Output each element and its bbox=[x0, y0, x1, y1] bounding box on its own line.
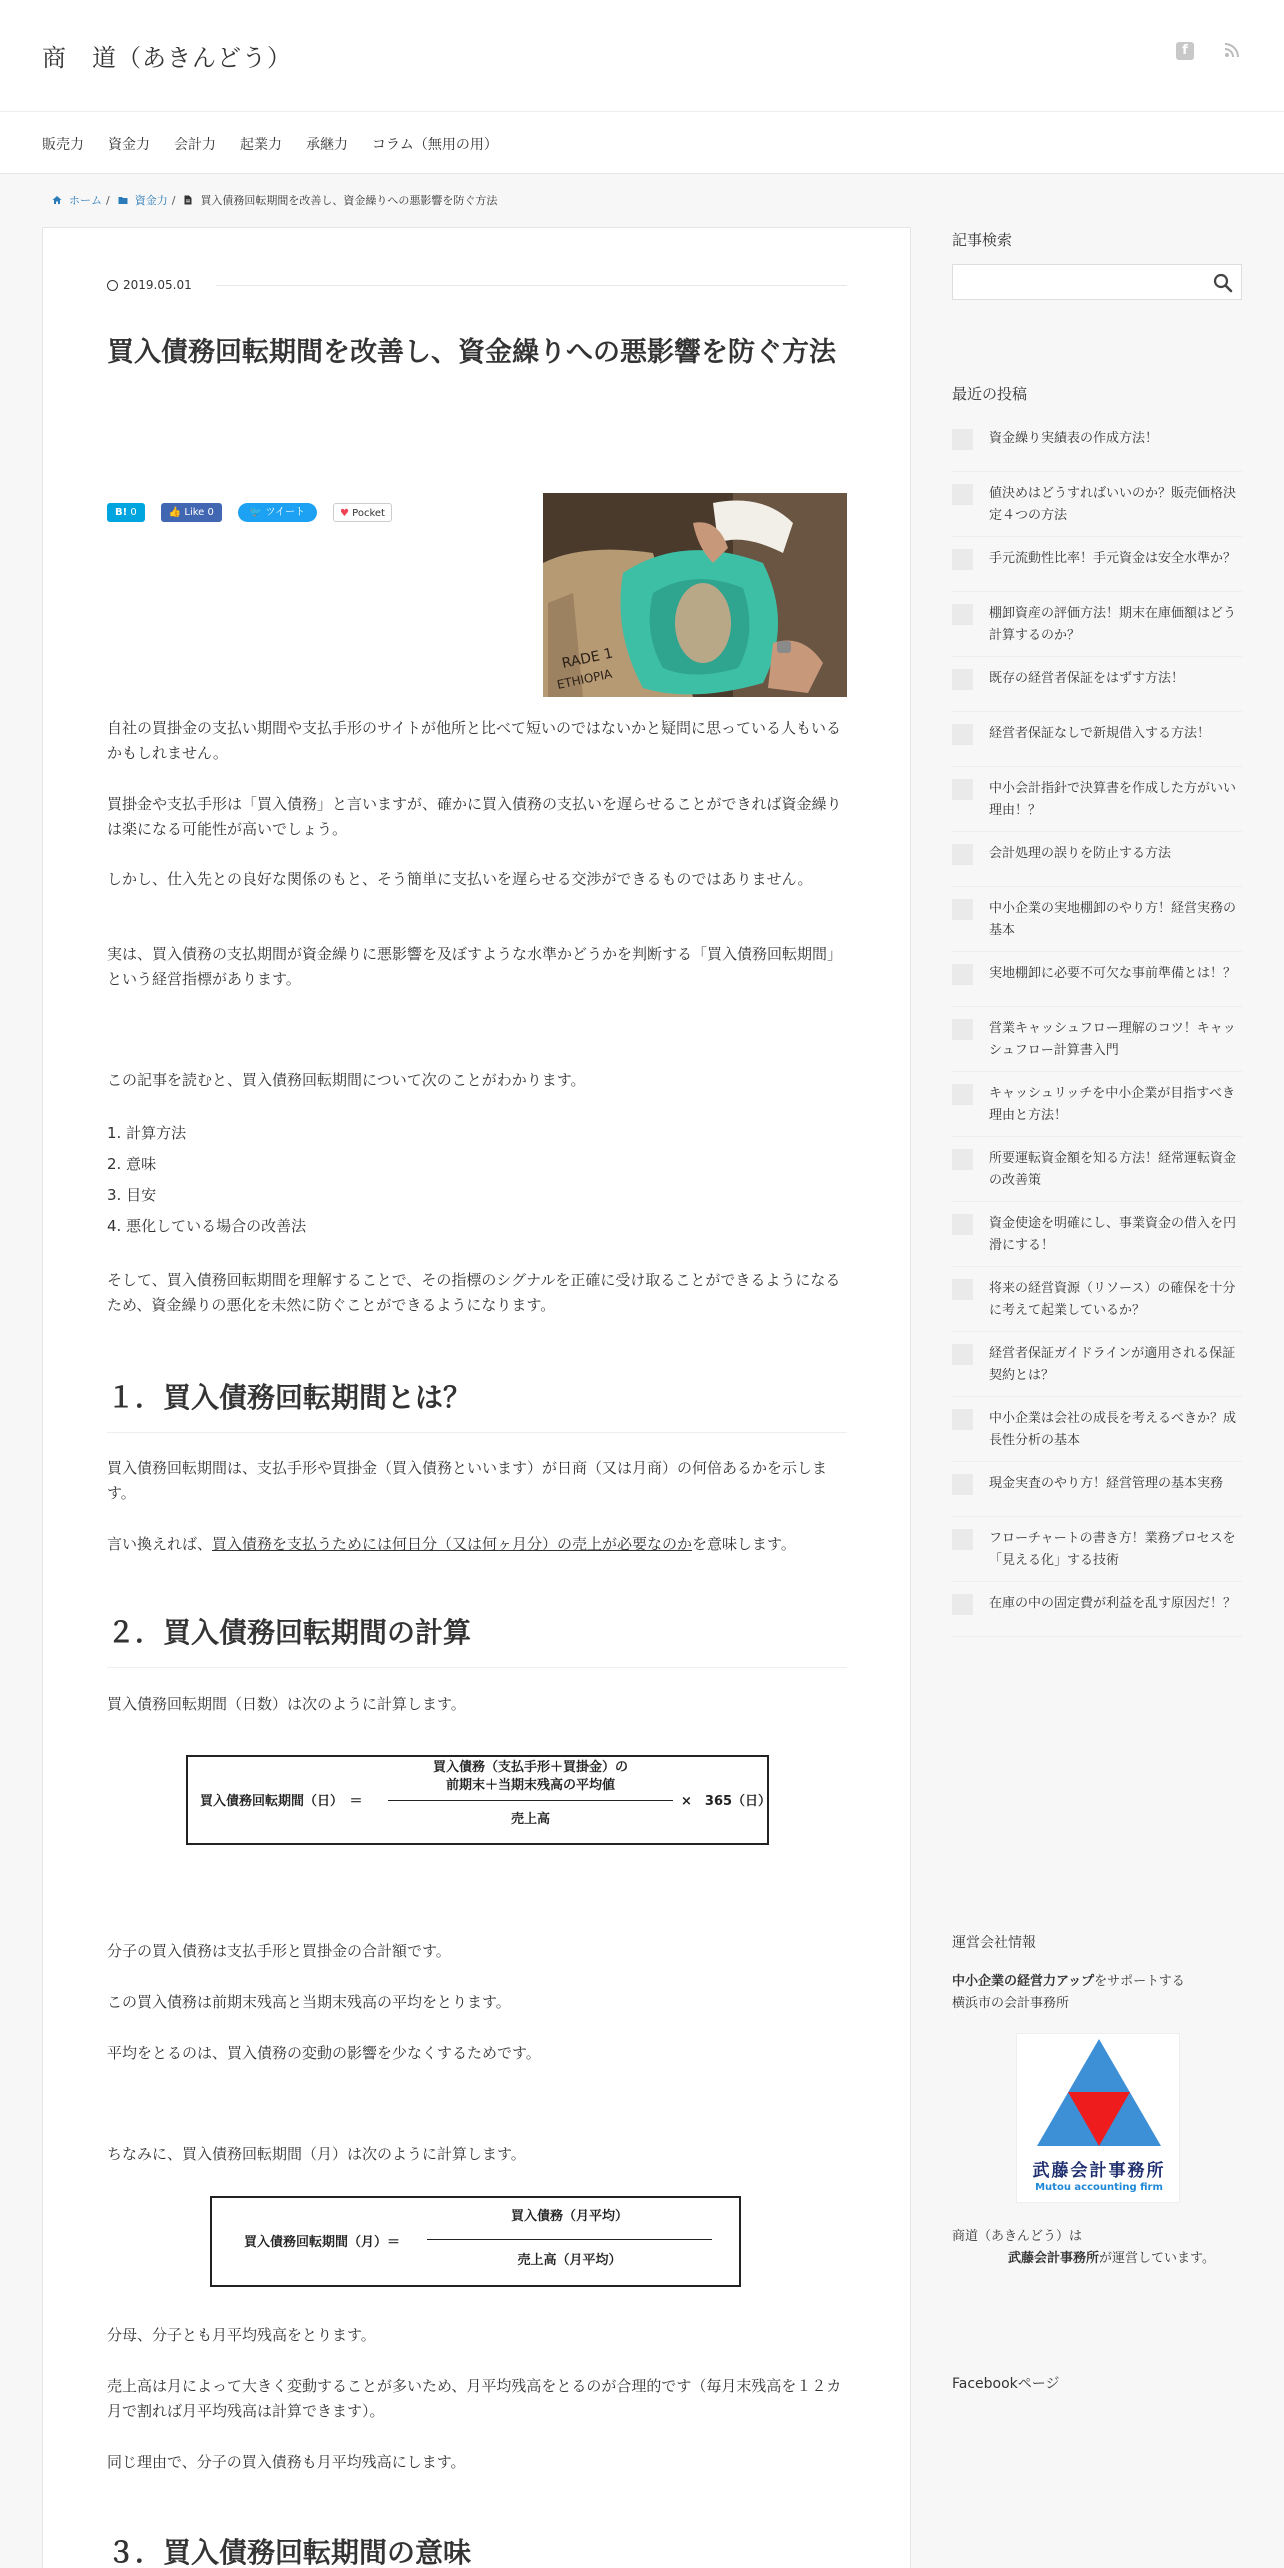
recent-post-link[interactable]: 中小企業は会社の成長を考えるべきか？成長性分析の基本 bbox=[989, 1411, 1237, 1448]
share-buttons bbox=[107, 503, 392, 522]
post-thumbnail bbox=[952, 1474, 973, 1495]
paragraph: 同じ理由で、分子の買入債務も月平均残高にします。 bbox=[107, 2453, 466, 2471]
post-thumbnail bbox=[952, 1529, 973, 1550]
facebook-widget-title: Facebookページ bbox=[952, 2376, 1060, 2392]
list-item: 3. 目安 bbox=[107, 1186, 157, 1204]
post-thumbnail bbox=[952, 724, 973, 745]
site-header bbox=[0, 0, 1284, 112]
paragraph: 自社の買掛金の支払い期間や支払手形のサイトが他所と比べて短いのではないかと疑問に思っている人もいるかもしれません。 bbox=[107, 719, 841, 762]
recent-post-link[interactable]: 値決めはどうすればいいのか？販売価格決定４つの方法 bbox=[989, 486, 1237, 523]
post-thumbnail bbox=[952, 1149, 973, 1170]
logo-name: 武藤会計事務所 bbox=[1032, 2161, 1166, 2181]
post-thumbnail bbox=[952, 844, 973, 865]
page-title: 買入債務回転期間を改善し、資金繰りへの悪影響を防ぐ方法 bbox=[107, 337, 836, 368]
recent-post-item[interactable] bbox=[952, 832, 1242, 887]
recent-post-link[interactable]: 営業キャッシュフロー理解のコツ！キャッシュフロー計算書入門 bbox=[989, 1021, 1236, 1058]
formula-label: 買入債務回転期間（日） ＝ bbox=[200, 1794, 363, 1809]
recent-post-link[interactable]: 現金実査のやり方！経営管理の基本実務 bbox=[989, 1476, 1224, 1491]
recent-post-link[interactable]: 経営者保証ガイドラインが適用される保証契約とは？ bbox=[989, 1346, 1236, 1383]
recent-post-link[interactable]: 手元流動性比率！手元資金は安全水準か？ bbox=[989, 551, 1237, 566]
paragraph: この記事を読むと、買入債務回転期間について次のことがわかります。 bbox=[107, 1071, 586, 1089]
recent-post-link[interactable]: 所要運転資金額を知る方法！経常運転資金の改善策 bbox=[989, 1151, 1237, 1188]
recent-post-link[interactable]: 棚卸資産の評価方法！期末在庫価額はどう計算するのか？ bbox=[989, 606, 1237, 643]
toc-list bbox=[107, 1118, 306, 1242]
section-heading-1: １．買入債務回転期間とは？ bbox=[107, 1376, 847, 1433]
post-thumbnail bbox=[952, 429, 973, 450]
paragraph: ちなみに、買入債務回転期間（月）は次のように計算します。 bbox=[107, 2145, 526, 2163]
list-item: 2. 意味 bbox=[107, 1155, 157, 1173]
pocket-button[interactable] bbox=[333, 503, 392, 522]
post-thumbnail bbox=[952, 1084, 973, 1105]
recent-post-item[interactable] bbox=[952, 1007, 1242, 1072]
recent-post-link[interactable]: 将来の経営資源（リソース）の確保を十分に考えて起業しているか？ bbox=[989, 1281, 1236, 1318]
tweet-button[interactable] bbox=[238, 503, 317, 522]
paragraph: 分母、分子とも月平均残高をとります。 bbox=[107, 2326, 376, 2344]
tweet-label: ツイート bbox=[265, 507, 306, 518]
hatena-count: 0 bbox=[130, 507, 137, 518]
formula-multiplier: × 365（日） bbox=[681, 1794, 772, 1809]
nav-item-startup[interactable]: 起業力 bbox=[240, 137, 282, 153]
paragraph: そして、買入債務回転期間を理解することで、その指標のシグナルを正確に受け取ることができるようになるため、資金繰りの悪化を未然に防ぐことができるようになります。 bbox=[107, 1271, 841, 1314]
nav-item-funds[interactable]: 資金力 bbox=[108, 137, 150, 153]
recent-post-item[interactable] bbox=[952, 592, 1242, 657]
post-thumbnail bbox=[952, 669, 973, 690]
recent-post-link[interactable]: 実地棚卸に必要不可欠な事前準備とは！？ bbox=[989, 966, 1237, 981]
folder-icon bbox=[118, 195, 128, 205]
recent-post-item[interactable] bbox=[952, 1202, 1242, 1267]
formula-month bbox=[210, 2196, 741, 2287]
post-date-row bbox=[107, 278, 847, 292]
operated-text: が運営しています。 bbox=[1099, 2251, 1215, 2266]
recent-post-item[interactable] bbox=[952, 1332, 1242, 1397]
breadcrumb-current: 買入債務回転期間を改善し、資金繰りへの悪影響を防ぐ方法 bbox=[200, 194, 498, 207]
operated-bold: 武藤会計事務所 bbox=[1008, 2251, 1100, 2266]
formula-numerator: 買入債務（月平均） bbox=[510, 2209, 628, 2224]
recent-post-item[interactable] bbox=[952, 1397, 1242, 1462]
list-item: 1. 計算方法 bbox=[107, 1124, 187, 1142]
post-date: 2019.05.01 bbox=[123, 278, 192, 292]
nav-item-accounting[interactable]: 会計力 bbox=[174, 137, 216, 153]
paragraph: 売上高は月によって大きく変動することが多いため、月平均残高をとるのが合理的です（毎月末残高を１２カ月で割れば月平均残高は計算できます）。 bbox=[107, 2377, 842, 2420]
rss-icon[interactable] bbox=[1224, 42, 1242, 60]
post-thumbnail bbox=[952, 964, 973, 985]
paragraph: この買入債務は前期末残高と当期末残高の平均をとります。 bbox=[107, 1993, 511, 2011]
company-desc-text: 横浜市の会計事務所 bbox=[952, 1996, 1070, 2011]
recent-post-item[interactable] bbox=[952, 712, 1242, 767]
fraction-line bbox=[388, 1800, 673, 1801]
breadcrumb bbox=[52, 192, 497, 208]
company-desc-bold: 中小企業の経営力アップ bbox=[952, 1974, 1095, 1989]
post-thumbnail bbox=[952, 549, 973, 570]
like-label: Like 0 bbox=[184, 507, 214, 518]
hatena-bookmark-button[interactable] bbox=[107, 503, 145, 522]
post-thumbnail bbox=[952, 1594, 973, 1615]
eyecatch-image bbox=[543, 493, 847, 697]
company-description bbox=[952, 1971, 1242, 2015]
formula-day bbox=[186, 1755, 772, 1845]
formula-denominator: 売上高 bbox=[510, 1812, 550, 1827]
search-input[interactable] bbox=[953, 265, 1193, 297]
recent-post-item[interactable] bbox=[952, 1137, 1242, 1202]
file-icon bbox=[183, 195, 193, 205]
paragraph: 買入債務回転期間（日数）は次のように計算します。 bbox=[107, 1695, 466, 1713]
recent-post-item[interactable] bbox=[952, 417, 1242, 472]
social-icons bbox=[1176, 42, 1242, 60]
fraction-line bbox=[427, 2239, 712, 2240]
list-item: 4. 悪化している場合の改善法 bbox=[107, 1217, 307, 1235]
recent-post-link[interactable]: 既存の経営者保証をはずす方法！ bbox=[989, 671, 1185, 686]
breadcrumb-separator: / bbox=[106, 193, 110, 207]
recent-posts-list bbox=[952, 417, 1242, 1637]
article-container bbox=[42, 227, 911, 2568]
paragraph: 買入債務回転期間は、支払手形や買掛金（買入債務といいます）が日商（又は月商）の何倍あるかを示します。 bbox=[107, 1459, 828, 1502]
breadcrumb-category[interactable]: 資金力 bbox=[134, 194, 168, 207]
post-thumbnail bbox=[952, 1344, 973, 1365]
formula-numerator: 前期末＋当期末残高の平均値 bbox=[445, 1778, 615, 1793]
thumbs-up-icon: 👍 bbox=[168, 507, 182, 518]
post-thumbnail bbox=[952, 1409, 973, 1430]
recent-post-link[interactable]: 在庫の中の固定費が利益を乱す原因だ！？ bbox=[989, 1596, 1237, 1611]
breadcrumb-home[interactable]: ホーム bbox=[69, 194, 102, 207]
nav-item-succession[interactable]: 承継力 bbox=[306, 137, 348, 153]
recent-post-link[interactable]: フローチャートの書き方！業務プロセスを「見える化」する技術 bbox=[989, 1531, 1236, 1568]
recent-post-link[interactable]: 経営者保証なしで新規借入する方法！ bbox=[989, 726, 1211, 741]
recent-post-item[interactable] bbox=[952, 1072, 1242, 1137]
recent-post-link[interactable]: 中小会計指針で決算書を作成した方がいい理由！？ bbox=[989, 781, 1237, 818]
recent-post-link[interactable]: 資金使途を明確にし、事業資金の借入を円滑にする！ bbox=[989, 1216, 1237, 1253]
formula-denominator: 売上高（月平均） bbox=[517, 2253, 622, 2268]
recent-post-link[interactable]: キャッシュリッチを中小企業が目指すべき理由と方法！ bbox=[989, 1086, 1235, 1123]
post-thumbnail bbox=[952, 604, 973, 625]
formula-label: 買入債務回転期間（月）＝ bbox=[244, 2235, 401, 2250]
logo-subtitle: Mutou accounting firm bbox=[1035, 2182, 1163, 2193]
home-icon bbox=[52, 195, 62, 205]
company-logo[interactable] bbox=[1016, 2033, 1180, 2203]
section-heading-3: ３．買入債務回転期間の意味 bbox=[107, 2536, 472, 2568]
paragraph: 買掛金や支払手形は「買入債務」と言いますが、確かに買入債務の支払いを遅らせることができれば資金繰りは楽になる可能性が高いでしょう。 bbox=[107, 795, 842, 838]
operated-by-text bbox=[952, 2226, 1242, 2270]
text-span: 言い換えれば、 bbox=[107, 1535, 213, 1553]
svg-text:RADE 1: RADE 1 bbox=[560, 645, 615, 672]
pocket-label: Pocket bbox=[352, 508, 385, 519]
hatena-label: B! bbox=[115, 507, 128, 518]
post-thumbnail bbox=[952, 779, 973, 800]
paragraph-underlined bbox=[107, 1532, 847, 1557]
recent-post-item[interactable] bbox=[952, 1582, 1242, 1637]
recent-post-item[interactable] bbox=[952, 1517, 1242, 1582]
recent-post-item[interactable] bbox=[952, 767, 1242, 832]
operated-text: 商道（あきんどう）は bbox=[952, 2229, 1083, 2244]
clock-icon bbox=[107, 280, 118, 291]
recent-post-link[interactable]: 資金繰り実績表の作成方法！ bbox=[989, 431, 1159, 446]
facebook-like-button[interactable] bbox=[161, 503, 222, 522]
recent-post-item[interactable] bbox=[952, 657, 1242, 712]
global-nav bbox=[0, 112, 1284, 174]
post-thumbnail bbox=[952, 899, 973, 920]
recent-post-item[interactable] bbox=[952, 887, 1242, 952]
company-desc-text: をサポートする bbox=[1094, 1974, 1185, 1989]
post-thumbnail bbox=[952, 1279, 973, 1300]
nav-item-sales[interactable]: 販売力 bbox=[42, 137, 84, 153]
site-title[interactable]: 商 道（あきんどう） bbox=[42, 44, 292, 72]
facebook-icon[interactable]: f bbox=[1176, 42, 1194, 60]
recent-post-item[interactable] bbox=[952, 472, 1242, 537]
text-span: を意味します。 bbox=[692, 1535, 796, 1553]
search-widget-title: 記事検索 bbox=[952, 231, 1013, 249]
recent-post-item[interactable] bbox=[952, 1462, 1242, 1517]
section-heading-2: ２．買入債務回転期間の計算 bbox=[107, 1611, 847, 1668]
nav-item-column[interactable]: コラム（無用の用） bbox=[372, 137, 498, 153]
paragraph: 分子の買入債務は支払手形と買掛金の合計額です。 bbox=[107, 1942, 451, 1960]
pocket-icon: ♥ bbox=[340, 508, 349, 519]
recent-post-item[interactable] bbox=[952, 537, 1242, 592]
svg-text:ETHIOPIA: ETHIOPIA bbox=[555, 666, 614, 692]
paragraph: 実は、買入債務の支払期間が資金繰りに悪影響を及ぼすような水準かどうかを判断する「買入債務回転期間」という経営指標があります。 bbox=[107, 945, 843, 988]
recent-posts-title: 最近の投稿 bbox=[952, 385, 1028, 403]
recent-post-item[interactable] bbox=[952, 952, 1242, 1007]
formula-numerator: 買入債務（支払手形＋買掛金）の bbox=[432, 1760, 628, 1775]
recent-post-link[interactable]: 会計処理の誤りを防止する方法 bbox=[989, 846, 1172, 861]
company-widget-title: 運営会社情報 bbox=[952, 1935, 1036, 1951]
post-thumbnail bbox=[952, 1214, 973, 1235]
underlined-text: 買入債務を支払うためには何日分（又は何ヶ月分）の売上が必要なのか bbox=[212, 1535, 693, 1553]
paragraph: しかし、仕入先との良好な関係のもと、そう簡単に支払いを遅らせる交渉ができるものではありません。 bbox=[107, 870, 813, 888]
recent-post-link[interactable]: 中小企業の実地棚卸のやり方！経営実務の基本 bbox=[989, 901, 1237, 938]
search-box bbox=[952, 264, 1242, 300]
post-thumbnail bbox=[952, 1019, 973, 1040]
recent-post-item[interactable] bbox=[952, 1267, 1242, 1332]
search-icon[interactable] bbox=[1213, 273, 1233, 293]
breadcrumb-separator: / bbox=[171, 193, 176, 207]
twitter-bird-icon: 🐦 bbox=[249, 507, 263, 518]
divider bbox=[216, 285, 847, 286]
post-thumbnail bbox=[952, 484, 973, 505]
paragraph: 平均をとるのは、買入債務の変動の影響を少なくするためです。 bbox=[107, 2044, 541, 2062]
